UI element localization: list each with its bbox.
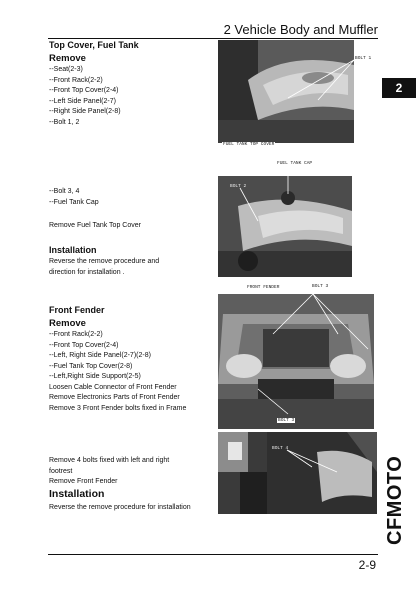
- step: Remove Electronics Parts of Front Fender: [49, 394, 180, 401]
- step: --Front Top Cover(2-4): [49, 341, 119, 349]
- step: footrest: [49, 467, 73, 475]
- text-line: Reverse the remove procedure and: [49, 258, 160, 265]
- top-cover-step-list: [49, 65, 121, 128]
- figure-fuel-tank-top-cover: [218, 40, 354, 143]
- label-fuel-tank-top-cover: FUEL TANK TOP COVER: [223, 142, 275, 147]
- section-tab: 2: [382, 78, 416, 98]
- photo-illustration: [218, 432, 272, 514]
- label-front-fender: FRONT FENDER: [247, 285, 280, 290]
- footer-rule: [48, 554, 378, 555]
- label-fuel-tank-cap: FUEL TANK CAP: [277, 161, 313, 166]
- label-bolt-1: BOLT 1: [355, 56, 372, 61]
- page-header-title: 2 Vehicle Body and Muffler: [223, 22, 378, 37]
- step: --Left,Right Side Support(2-5): [49, 373, 141, 380]
- figure-front-fender: [218, 294, 374, 429]
- label-bolt-2: BOLT 2: [230, 184, 247, 189]
- step: --Front Top Cover(2-4): [49, 87, 119, 94]
- installation-text: Reverse the remove procedure for installation: [49, 504, 191, 511]
- label-bolt-3-top: BOLT 3: [312, 284, 329, 289]
- step: Remove 3 Front Fender bolts fixed in Frame: [49, 404, 187, 412]
- remove-heading: Remove: [49, 318, 86, 329]
- label-bolt-4: BOLT 4: [272, 446, 289, 451]
- photo-illustration: [218, 40, 354, 143]
- installation-heading: Installation: [49, 245, 97, 255]
- remove-heading: Remove: [49, 53, 86, 64]
- step: Loosen Cable Connector of Front Fender: [49, 383, 177, 391]
- figure-footrest-right: [267, 432, 377, 514]
- step: --Left Side Panel(2-7): [49, 97, 116, 105]
- figure-fuel-tank-cap: [218, 176, 352, 277]
- step: --Fuel Tank Top Cover(2-8): [49, 362, 133, 370]
- step: --Bolt 3, 4: [49, 188, 80, 195]
- section-title-front-fender: Front Fender: [49, 305, 105, 315]
- label-bolt-3-bottom: BOLT 3: [278, 418, 295, 423]
- front-fender-step-list-2: [49, 456, 169, 488]
- remove-note: Remove Fuel Tank Top Cover: [49, 222, 141, 229]
- step: --Seat(2-3): [49, 66, 83, 73]
- step: --Bolt 1, 2: [49, 118, 80, 126]
- installation-heading: Installation: [49, 488, 105, 500]
- step: --Fuel Tank Cap: [49, 198, 99, 206]
- step: --Left, Right Side Panel(2-7)(2-8): [49, 352, 151, 359]
- step: Remove 4 bolts fixed with left and right: [49, 457, 170, 464]
- photo-illustration: [218, 176, 352, 277]
- brand-logo-text: CFMOTO: [384, 455, 406, 545]
- top-cover-step-list-2: [49, 187, 99, 208]
- photo-illustration: [267, 432, 377, 514]
- step: --Front Rack(2-2): [49, 76, 103, 84]
- section-title-top-cover: Top Cover, Fuel Tank: [49, 40, 139, 50]
- page-number: 2-9: [358, 558, 376, 572]
- step: --Right Side Panel(2-8): [49, 108, 121, 115]
- step: Remove Front Fender: [49, 478, 118, 485]
- photo-illustration: [218, 294, 374, 429]
- step: --Front Rack(2-2): [49, 331, 103, 338]
- installation-text: [49, 257, 159, 278]
- text-line: direction for installation .: [49, 268, 125, 276]
- header-rule: [48, 38, 378, 39]
- front-fender-step-list: [49, 330, 186, 414]
- figure-footrest-left: [218, 432, 272, 514]
